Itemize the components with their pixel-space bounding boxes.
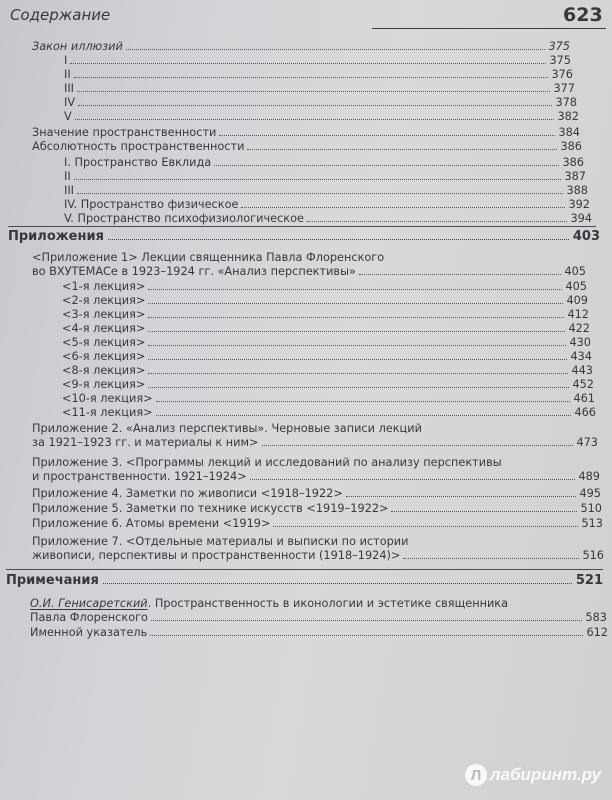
dot-leader — [148, 359, 567, 360]
app2-line1[interactable]: Приложение 2. «Анализ перспективы». Черновые записи лекций — [32, 422, 422, 435]
running-header-title: Содержание — [10, 6, 111, 24]
toc-entry-app6[interactable] — [32, 517, 603, 530]
dot-leader — [247, 149, 557, 150]
toc-entry-page: 452 — [572, 378, 594, 391]
toc-entry-title: <4-я лекция> — [62, 322, 146, 335]
dot-leader — [148, 373, 568, 374]
essay-title-part: . Пространственность в иконологии и эстетике священника — [147, 597, 509, 610]
toc-entry-page: 495 — [579, 487, 601, 500]
page-number: 623 — [563, 4, 603, 26]
toc-entry-page: 394 — [570, 212, 592, 225]
toc-entry-page: 382 — [557, 110, 579, 123]
toc-entry-page: 513 — [581, 517, 603, 530]
dot-leader — [241, 207, 565, 208]
dot-leader — [70, 63, 546, 64]
app3-line1[interactable]: Приложение 3. <Программы лекций и исследований по анализу перспективы — [32, 456, 502, 469]
toc-entry-title: Приложение 4. Заметки по живописи <1918–1922> — [32, 487, 343, 500]
toc-entry-title: <3-я лекция> — [62, 308, 146, 321]
toc-entry-title: Значение пространственности — [32, 126, 217, 139]
section-title: Приложения — [8, 229, 104, 244]
toc-entry-absolyutnost[interactable] — [32, 140, 582, 153]
dot-leader — [250, 479, 576, 480]
toc-entry-page: 461 — [573, 392, 595, 405]
toc-entry-title: за 1921–1923 гг. и материалы к ним> — [32, 436, 259, 449]
section-rule-top — [8, 226, 596, 227]
toc-entry-lecture[interactable] — [62, 322, 590, 335]
toc-entry-title: III — [64, 82, 74, 95]
dot-leader — [359, 274, 562, 275]
toc-entry-page: 378 — [555, 96, 577, 109]
toc-entry-abs-1[interactable] — [64, 156, 584, 169]
toc-entry-page: 612 — [586, 626, 608, 639]
toc-entry-abs-3[interactable] — [64, 184, 588, 197]
app1-line1[interactable]: <Приложение 1> Лекции священника Павла Флоренского — [32, 251, 385, 264]
labirint-logo-icon: Л — [465, 764, 487, 786]
toc-entry-page: 388 — [566, 184, 588, 197]
dot-leader — [108, 239, 569, 240]
toc-entry-lecture[interactable] — [62, 406, 596, 419]
toc-entry-page: 387 — [564, 170, 586, 183]
section-page: 403 — [572, 229, 600, 244]
essay-line1[interactable] — [30, 597, 508, 610]
toc-entry-zakon-4[interactable] — [64, 96, 577, 109]
dot-leader — [403, 558, 579, 559]
section-rule-notes — [6, 569, 603, 570]
toc-entry-title: Именной указатель — [30, 626, 148, 639]
toc-entry-page: 377 — [553, 82, 575, 95]
labirint-watermark — [465, 764, 601, 786]
dot-leader — [214, 165, 559, 166]
toc-entry-lecture[interactable] — [62, 392, 595, 405]
toc-entry-znachenie[interactable] — [32, 126, 580, 139]
toc-entry-title: I — [64, 54, 68, 67]
dot-leader — [156, 415, 572, 416]
toc-entry-essay[interactable] — [30, 611, 607, 624]
watermark-text: лабиринт.ру — [490, 765, 601, 784]
toc-entry-title: Приложение 5. Заметки по технике искусств <1919–1922> — [32, 502, 389, 515]
dot-leader — [148, 387, 569, 388]
section-title: Примечания — [6, 573, 99, 588]
dot-leader — [78, 105, 552, 106]
dot-leader — [148, 331, 565, 332]
toc-entry-page: 434 — [570, 350, 592, 363]
toc-entry-lecture[interactable] — [62, 350, 592, 363]
section-page: 521 — [575, 573, 603, 588]
dot-leader — [391, 511, 577, 512]
toc-entry-app5[interactable] — [32, 502, 602, 515]
app7-line1[interactable]: Приложение 7. <Отдельные материалы и выписки по истории — [32, 535, 409, 548]
dot-leader — [74, 179, 562, 180]
toc-entry-app3[interactable] — [32, 470, 600, 483]
dot-leader — [77, 91, 550, 92]
toc-entry-page: 405 — [565, 280, 587, 293]
toc-entry-title: во ВХУТЕМАСе в 1923–1924 гг. «Анализ перспективы» — [32, 265, 356, 278]
toc-entry-title: <5-я лекция> — [62, 336, 146, 349]
toc-entry-title: I. Пространство Евклида — [64, 156, 212, 169]
toc-entry-page: 392 — [568, 198, 590, 211]
toc-entry-lecture[interactable] — [62, 364, 593, 377]
toc-entry-title: II — [64, 170, 71, 183]
toc-entry-title: живописи, перспективы и пространственности (1918–1924)> — [32, 549, 401, 562]
toc-entry-lecture[interactable] — [62, 294, 588, 307]
dot-leader — [156, 401, 571, 402]
toc-entry-page: 386 — [560, 140, 582, 153]
toc-entry-title: II — [64, 68, 71, 81]
toc-entry-title: Павла Флоренского — [30, 611, 148, 624]
toc-entry-title: <6-я лекция> — [62, 350, 146, 363]
toc-entry-lecture[interactable] — [62, 308, 589, 321]
toc-entry-page: 443 — [571, 364, 593, 377]
toc-entry-page: 422 — [568, 322, 590, 335]
toc-entry-lecture[interactable] — [62, 280, 587, 293]
dot-leader — [307, 221, 567, 222]
dot-leader — [148, 317, 564, 318]
toc-entry-app1[interactable] — [32, 265, 586, 278]
toc-entry-page: 489 — [578, 470, 600, 483]
section-heading-primechaniya[interactable] — [6, 573, 603, 588]
toc-entry-app7[interactable] — [32, 549, 604, 562]
toc-entry-page: 375 — [549, 54, 571, 67]
toc-entry-abs-2[interactable] — [64, 170, 586, 183]
dot-leader — [148, 303, 563, 304]
toc-entry-title: V — [64, 110, 72, 123]
toc-entry-title: <10-я лекция> — [62, 392, 153, 405]
toc-entry-page: 516 — [582, 549, 604, 562]
toc-entry-abs-5[interactable] — [64, 212, 592, 225]
toc-entry-title: Приложение 6. Атомы времени <1919> — [32, 517, 271, 530]
toc-entry-title: Абсолютность пространственности — [32, 140, 245, 153]
toc-entry-title: III — [64, 184, 74, 197]
toc-entry-title: IV. Пространство физическое — [64, 198, 239, 211]
essay-author: О.И. Генисаретский — [30, 597, 148, 610]
toc-entry-title: <2-я лекция> — [62, 294, 146, 307]
toc-entry-title: <1-я лекция> — [62, 280, 146, 293]
toc-entry-app2[interactable] — [32, 436, 598, 449]
toc-entry-zakon-3[interactable] — [64, 82, 575, 95]
dot-leader — [262, 445, 574, 446]
toc-entry-zakon-1[interactable] — [64, 54, 571, 67]
toc-entry-app4[interactable] — [32, 487, 601, 500]
dot-leader — [219, 135, 555, 136]
dot-leader — [273, 526, 578, 527]
dot-leader — [103, 583, 572, 584]
dot-leader — [346, 496, 577, 497]
toc-entry-name-index[interactable] — [30, 626, 608, 639]
toc-entry-title: Закон иллюзий — [32, 40, 123, 53]
toc-entry-page: 409 — [566, 294, 588, 307]
toc-entry-title: IV — [64, 96, 76, 109]
toc-entry-page: 405 — [564, 265, 586, 278]
dot-leader — [75, 119, 555, 120]
toc-entry-page: 473 — [576, 436, 598, 449]
dot-leader — [148, 289, 562, 290]
toc-entry-title: V. Пространство психофизиологическое — [64, 212, 304, 225]
toc-entry-page: 375 — [548, 40, 570, 53]
toc-entry-zakon-illyuzij[interactable] — [32, 40, 570, 53]
dot-leader — [74, 77, 549, 78]
toc-entry-page: 386 — [562, 156, 584, 169]
toc-entry-page: 510 — [580, 502, 602, 515]
toc-entry-title: <11-я лекция> — [62, 406, 153, 419]
toc-entry-page: 412 — [567, 308, 589, 321]
dot-leader — [77, 193, 563, 194]
dot-leader — [151, 620, 582, 621]
toc-entry-page: 376 — [551, 68, 573, 81]
dot-leader — [148, 345, 566, 346]
toc-entry-abs-4[interactable] — [64, 198, 590, 211]
dot-leader — [150, 635, 583, 636]
toc-entry-page: 430 — [569, 336, 591, 349]
toc-entry-lecture[interactable] — [62, 336, 591, 349]
header-rule — [372, 28, 606, 29]
toc-entry-title: и пространственности. 1921–1924> — [32, 470, 247, 483]
toc-entry-page: 583 — [585, 611, 607, 624]
toc-entry-title: <8-я лекция> — [62, 364, 146, 377]
toc-entry-zakon-5[interactable] — [64, 110, 579, 123]
section-heading-prilozheniya[interactable] — [8, 229, 600, 244]
toc-entry-lecture[interactable] — [62, 378, 594, 391]
toc-entry-page: 466 — [574, 406, 596, 419]
toc-entry-zakon-2[interactable] — [64, 68, 573, 81]
toc-entry-title: <9-я лекция> — [62, 378, 146, 391]
dot-leader — [126, 49, 546, 50]
toc-entry-page: 384 — [558, 126, 580, 139]
